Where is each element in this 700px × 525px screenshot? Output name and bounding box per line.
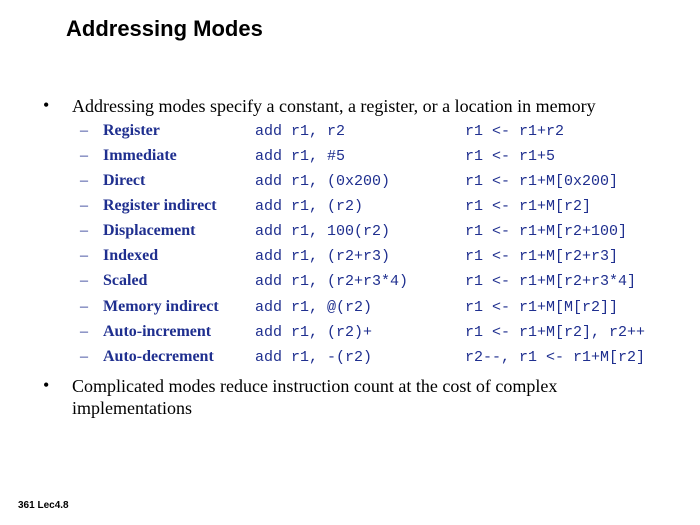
dash-marker: – (80, 197, 88, 214)
dash-marker: – (80, 147, 88, 164)
mode-name: Auto-increment (103, 323, 212, 340)
mode-name: Register (103, 122, 160, 139)
mode-name: Indexed (103, 247, 159, 264)
mode-instruction: add r1, r2 (255, 123, 346, 140)
mode-name: Scaled (103, 272, 148, 289)
mode-name: Direct (103, 172, 146, 189)
mode-instruction: add r1, (r2) (255, 198, 364, 215)
mode-effect: r2--, r1 <- r1+M[r2] (465, 349, 646, 366)
mode-effect: r1 <- r1+M[0x200] (465, 173, 619, 190)
mode-effect: r1 <- r1+M[r2+100] (465, 223, 628, 240)
mode-name: Register indirect (103, 197, 217, 214)
mode-name: Immediate (103, 147, 177, 164)
mode-instruction: add r1, (r2+r3) (255, 248, 391, 265)
mode-instruction: add r1, -(r2) (255, 349, 373, 366)
mode-instruction: add r1, 100(r2) (255, 223, 391, 240)
mode-effect: r1 <- r1+5 (465, 148, 556, 165)
mode-row-register (0, 122, 700, 147)
mode-effect: r1 <- r1+M[r2+r3*4] (465, 273, 637, 290)
bullet-marker: • (43, 375, 50, 395)
mode-row-displacement (0, 222, 700, 247)
bullet-marker: • (43, 95, 50, 115)
mode-name: Memory indirect (103, 298, 219, 315)
dash-marker: – (80, 323, 88, 340)
mode-instruction: add r1, (0x200) (255, 173, 391, 190)
mode-instruction: add r1, @(r2) (255, 299, 373, 316)
mode-effect: r1 <- r1+M[r2] (465, 198, 592, 215)
mode-row-direct (0, 172, 700, 197)
mode-effect: r1 <- r1+M[r2+r3] (465, 248, 619, 265)
slide-title: Addressing Modes (66, 16, 263, 41)
dash-marker: – (80, 222, 88, 239)
dash-marker: – (80, 172, 88, 189)
mode-row-memory-indirect (0, 298, 700, 323)
dash-marker: – (80, 348, 88, 365)
mode-instruction: add r1, (r2+r3*4) (255, 273, 409, 290)
dash-marker: – (80, 247, 88, 264)
mode-name: Auto-decrement (103, 348, 214, 365)
mode-effect: r1 <- r1+M[M[r2]] (465, 299, 619, 316)
slide-footer: 361 Lec4.8 (18, 500, 69, 511)
mode-row-immediate (0, 147, 700, 172)
dash-marker: – (80, 298, 88, 315)
mode-name: Displacement (103, 222, 196, 239)
mode-row-register-indirect (0, 197, 700, 222)
dash-marker: – (80, 272, 88, 289)
mode-row-auto-decrement (0, 348, 700, 373)
bullet-text-conclusion: Complicated modes reduce instruction count at the cost of complex implementations (72, 376, 558, 418)
mode-row-scaled (0, 272, 700, 297)
bullet-text-intro: Addressing modes specify a constant, a register, or a location in memory (72, 96, 596, 116)
mode-row-indexed (0, 247, 700, 272)
dash-marker: – (80, 122, 88, 139)
mode-instruction: add r1, #5 (255, 148, 346, 165)
mode-row-auto-increment (0, 323, 700, 348)
mode-effect: r1 <- r1+M[r2], r2++ (465, 324, 646, 341)
mode-instruction: add r1, (r2)+ (255, 324, 373, 341)
mode-effect: r1 <- r1+r2 (465, 123, 565, 140)
